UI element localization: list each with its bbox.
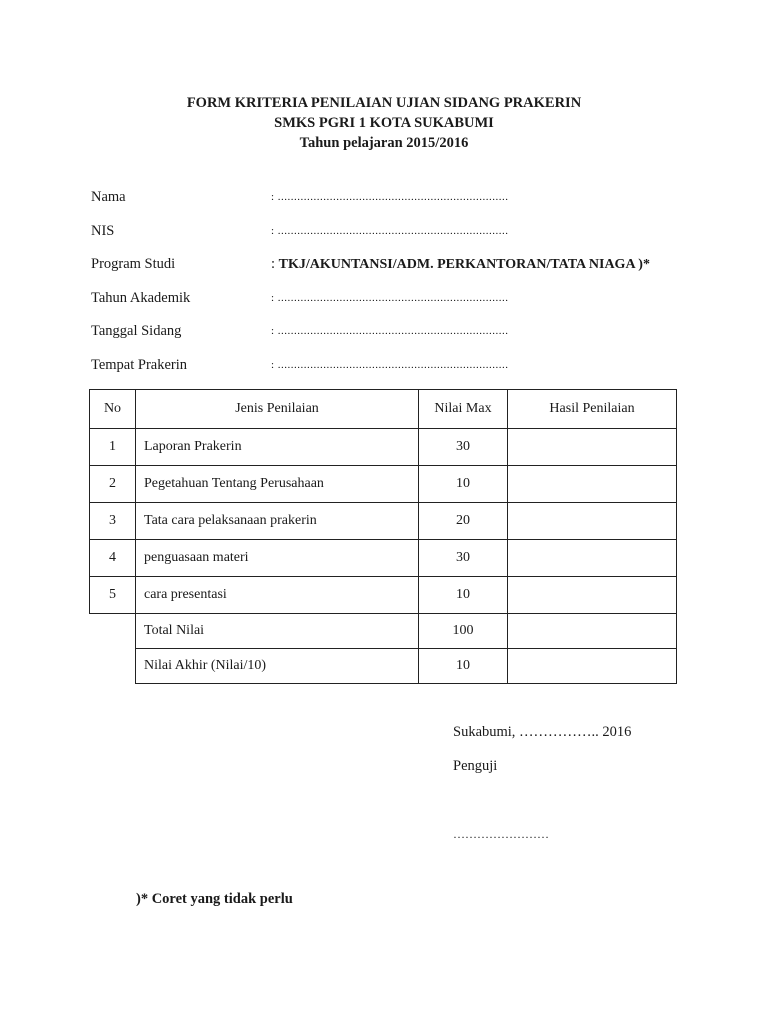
blank-cell <box>90 649 136 684</box>
field-tanggal-sidang-value[interactable]: : ....................................................................... <box>271 325 509 337</box>
signature-place-date: Sukabumi, …………….. 2016 <box>453 724 632 740</box>
field-label: Tempat Prakerin <box>91 357 188 373</box>
assessment-table <box>89 389 677 684</box>
table-row <box>90 503 677 540</box>
field-tempat-prakerin <box>91 355 691 375</box>
field-colon: : <box>271 256 279 272</box>
header-no: No <box>90 390 136 429</box>
school-name: SMKS PGRI 1 KOTA SUKABUMI <box>274 115 494 131</box>
field-nama <box>91 187 691 207</box>
row-no: 1 <box>90 429 136 466</box>
signature-role: Penguji <box>453 758 498 774</box>
row-no: 4 <box>90 540 136 577</box>
row-hasil-cell[interactable] <box>508 466 677 503</box>
program-options: TKJ/AKUNTANSI/ADM. PERKANTORAN/TATA NIAGA )* <box>278 257 650 272</box>
row-jenis: Laporan Prakerin <box>136 429 419 466</box>
header-nilai-max: Nilai Max <box>419 390 508 429</box>
total-hasil-cell[interactable] <box>508 614 677 649</box>
field-nis-value[interactable]: : ....................................................................... <box>271 225 509 237</box>
total-label: Total Nilai <box>136 614 419 649</box>
header-jenis: Jenis Penilaian <box>136 390 419 429</box>
row-nilai-max: 10 <box>419 466 508 503</box>
row-nilai-max: 20 <box>419 503 508 540</box>
field-label: Tahun Akademik <box>91 290 191 306</box>
table-row <box>90 466 677 503</box>
field-label: Program Studi <box>91 256 176 272</box>
field-label: Tanggal Sidang <box>91 323 182 339</box>
final-label: Nilai Akhir (Nilai/10) <box>136 649 419 684</box>
field-tanggal-sidang <box>91 321 691 341</box>
final-value: 10 <box>419 649 508 684</box>
row-no: 3 <box>90 503 136 540</box>
row-jenis: penguasaan materi <box>136 540 419 577</box>
total-value: 100 <box>419 614 508 649</box>
field-label: Nama <box>91 189 126 205</box>
form-title-block <box>0 93 768 153</box>
field-tempat-prakerin-value[interactable]: : ....................................................................... <box>271 359 509 371</box>
row-hasil-cell[interactable] <box>508 577 677 614</box>
table-row <box>90 429 677 466</box>
footnote: )* Coret yang tidak perlu <box>136 891 293 907</box>
header-hasil: Hasil Penilaian <box>508 390 677 429</box>
blank-cell <box>90 614 136 649</box>
row-no: 5 <box>90 577 136 614</box>
academic-year: Tahun pelajaran 2015/2016 <box>299 135 469 151</box>
row-nilai-max: 10 <box>419 577 508 614</box>
field-nis <box>91 221 691 241</box>
row-jenis: Pegetahuan Tentang Perusahaan <box>136 466 419 503</box>
row-nilai-max: 30 <box>419 429 508 466</box>
signature-name-line[interactable]: …………………… <box>453 827 549 841</box>
final-score-row <box>90 649 677 684</box>
field-nama-value[interactable]: : ....................................................................... <box>271 191 509 203</box>
row-hasil-cell[interactable] <box>508 503 677 540</box>
row-jenis: Tata cara pelaksanaan prakerin <box>136 503 419 540</box>
table-header-row <box>90 390 677 429</box>
field-label: NIS <box>91 223 115 239</box>
row-hasil-cell[interactable] <box>508 429 677 466</box>
field-program-studi-value[interactable] <box>271 254 650 275</box>
field-tahun-akademik <box>91 288 691 308</box>
final-hasil-cell[interactable] <box>508 649 677 684</box>
row-hasil-cell[interactable] <box>508 540 677 577</box>
row-nilai-max: 30 <box>419 540 508 577</box>
field-tahun-akademik-value[interactable]: : ....................................................................... <box>271 292 509 304</box>
total-row <box>90 614 677 649</box>
table-row <box>90 577 677 614</box>
row-no: 2 <box>90 466 136 503</box>
field-program-studi <box>91 254 691 274</box>
row-jenis: cara presentasi <box>136 577 419 614</box>
table-row <box>90 540 677 577</box>
form-title: FORM KRITERIA PENILAIAN UJIAN SIDANG PRAKERIN <box>186 95 582 111</box>
